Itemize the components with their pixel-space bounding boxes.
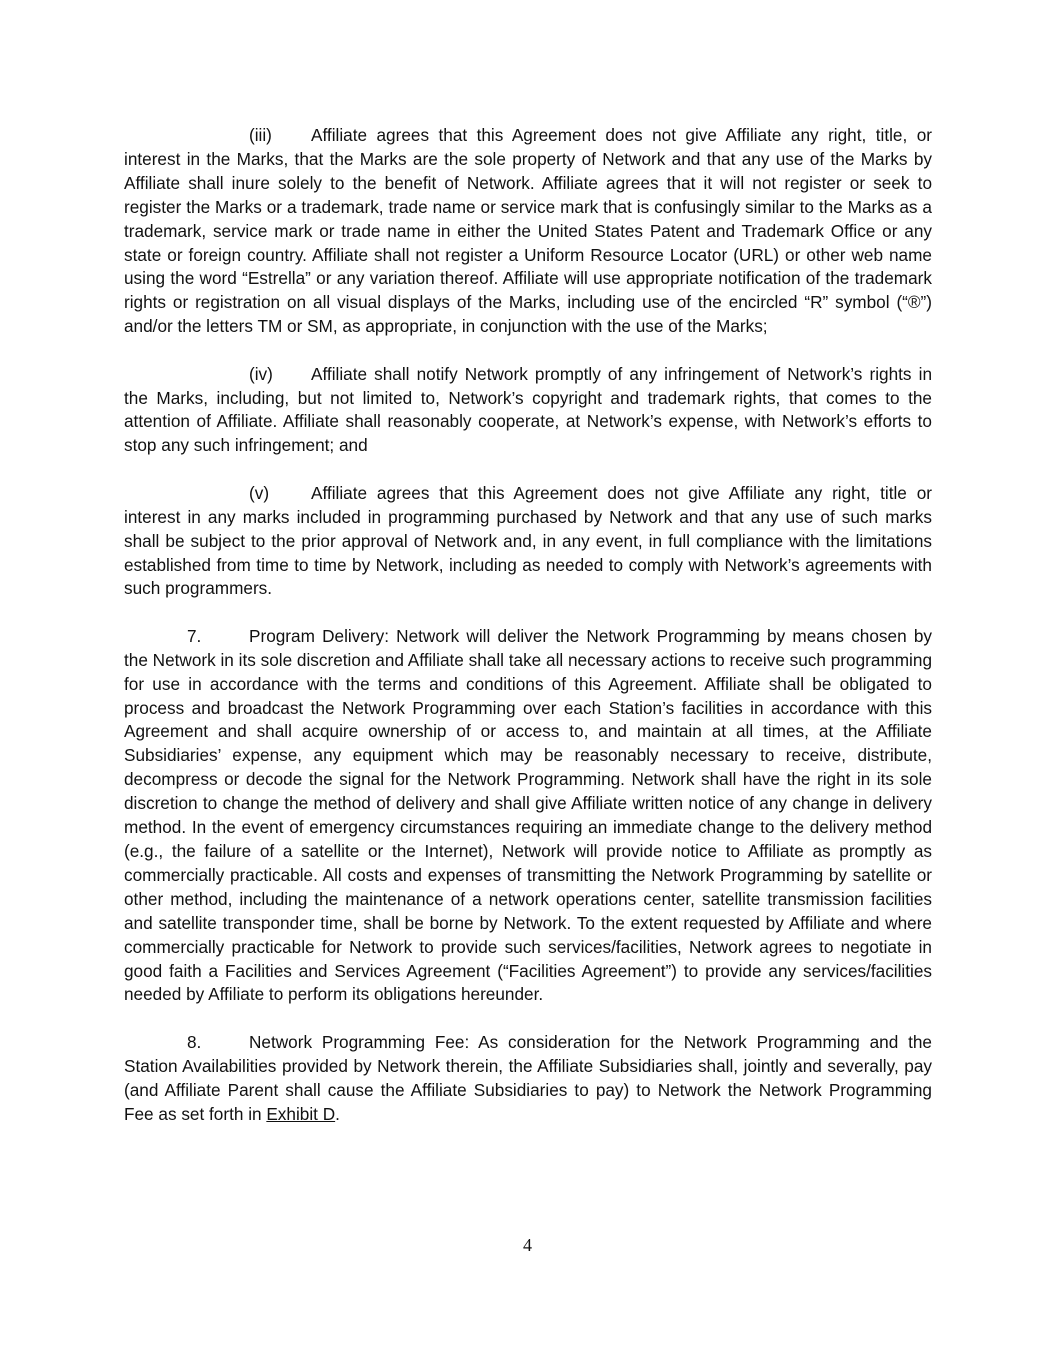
section-text: Network Programming Fee: As consideration for the Network Programming and the Station Availabilities provided by Network therein, the Affiliate Subsidiaries shall, jointly and severally, pay (and Affiliate Parent shall cause the Affiliate Subsidiaries to pay) to Network the Network Programming Fee as set forth in <box>124 1031 932 1124</box>
page-number: 4 <box>523 1235 532 1255</box>
paragraph-text: Affiliate agrees that this Agreement does not give Affiliate any right, title or interest in any marks included in programming purchased by Network and that any use of such marks shall be subject to the prior approval of Network and, in any event, in full compliance with the limitations established from time to time by Network, including as needed to comply with Network’s agreements with such programmers. <box>124 482 932 599</box>
section-number: 7. <box>187 625 202 646</box>
section-8-network-programming-fee <box>124 1031 932 1127</box>
paragraph-number: (iii) <box>249 125 272 145</box>
paragraph-iii <box>124 124 932 339</box>
section-7-program-delivery <box>124 625 932 1008</box>
document-body <box>124 124 932 1150</box>
section-number: 8. <box>187 1031 202 1052</box>
paragraph-v <box>124 482 932 602</box>
paragraph-number: (iv) <box>249 363 273 384</box>
paragraph-text: Affiliate agrees that this Agreement does not give Affiliate any right, title, or interest in the Marks, that the Marks are the sole property of Network and that any use of the Marks by Affiliate shall inure solely to the benefit of Network. Affiliate agrees that it will not register or seek to register the Marks or a trademark, trade name or service mark that is confusingly similar to the Marks as a trademark, service mark or trade name in either the United States Patent and Trademark Office or any state or foreign country. Affiliate shall not register a Uniform Resource Locator (URL) or other web name using the word “Estrella” or any variation thereof. Affiliate will use appropriate notification of the trademark rights or registration on all visual displays of the Marks, including use of the encircled “R” symbol (“®”) and/or the letters TM or SM, as appropriate, in conjunction with the use of the Marks; <box>124 125 932 337</box>
section-text-tail: . <box>335 1103 340 1124</box>
paragraph-iv <box>124 363 932 459</box>
exhibit-d-reference: Exhibit D <box>266 1103 336 1124</box>
section-text: Program Delivery: Network will deliver the Network Programming by means chosen by the Network in its sole discretion and Affiliate shall take all necessary actions to receive such programming for use in accordance with the terms and conditions of this Agreement. Affiliate shall be obligated to process and broadcast the Network Programming over each Station’s facilities in accordance with this Agreement and shall acquire ownership of or access to, and maintain at all times, at the Affiliate Subsidiaries’ expense, any equipment which may be reasonably necessary to receive, distribute, decompress or decode the signal for the Network Programming. Network shall have the right in its sole discretion to change the method of delivery and shall give Affiliate written notice of any change in delivery method. In the event of emergency circumstances requiring an immediate change to the delivery method (e.g., the failure of a satellite or the Internet), Network will provide notice to Affiliate as promptly as commercially practicable. All costs and expenses of transmitting the Network Programming by satellite or other method, including the maintenance of a network operations center, satellite transmission facilities and satellite transponder time, shall be borne by Network. To the extent requested by Affiliate and where commercially practicable for Network to provide such services/facilities, Network agrees to negotiate in good faith a Facilities and Services Agreement (“Facilities Agreement”) to provide any services/facilities needed by Affiliate to perform its obligations hereunder. <box>124 625 932 1005</box>
paragraph-number: (v) <box>249 482 270 503</box>
paragraph-text: Affiliate shall notify Network promptly of any infringement of Network’s rights in the Marks, including, but not limited to, Network’s copyright and trademark rights, that comes to the attention of Affiliate. Affiliate shall reasonably cooperate, at Network’s expense, with Network’s efforts to stop any such infringement; and <box>124 363 932 456</box>
